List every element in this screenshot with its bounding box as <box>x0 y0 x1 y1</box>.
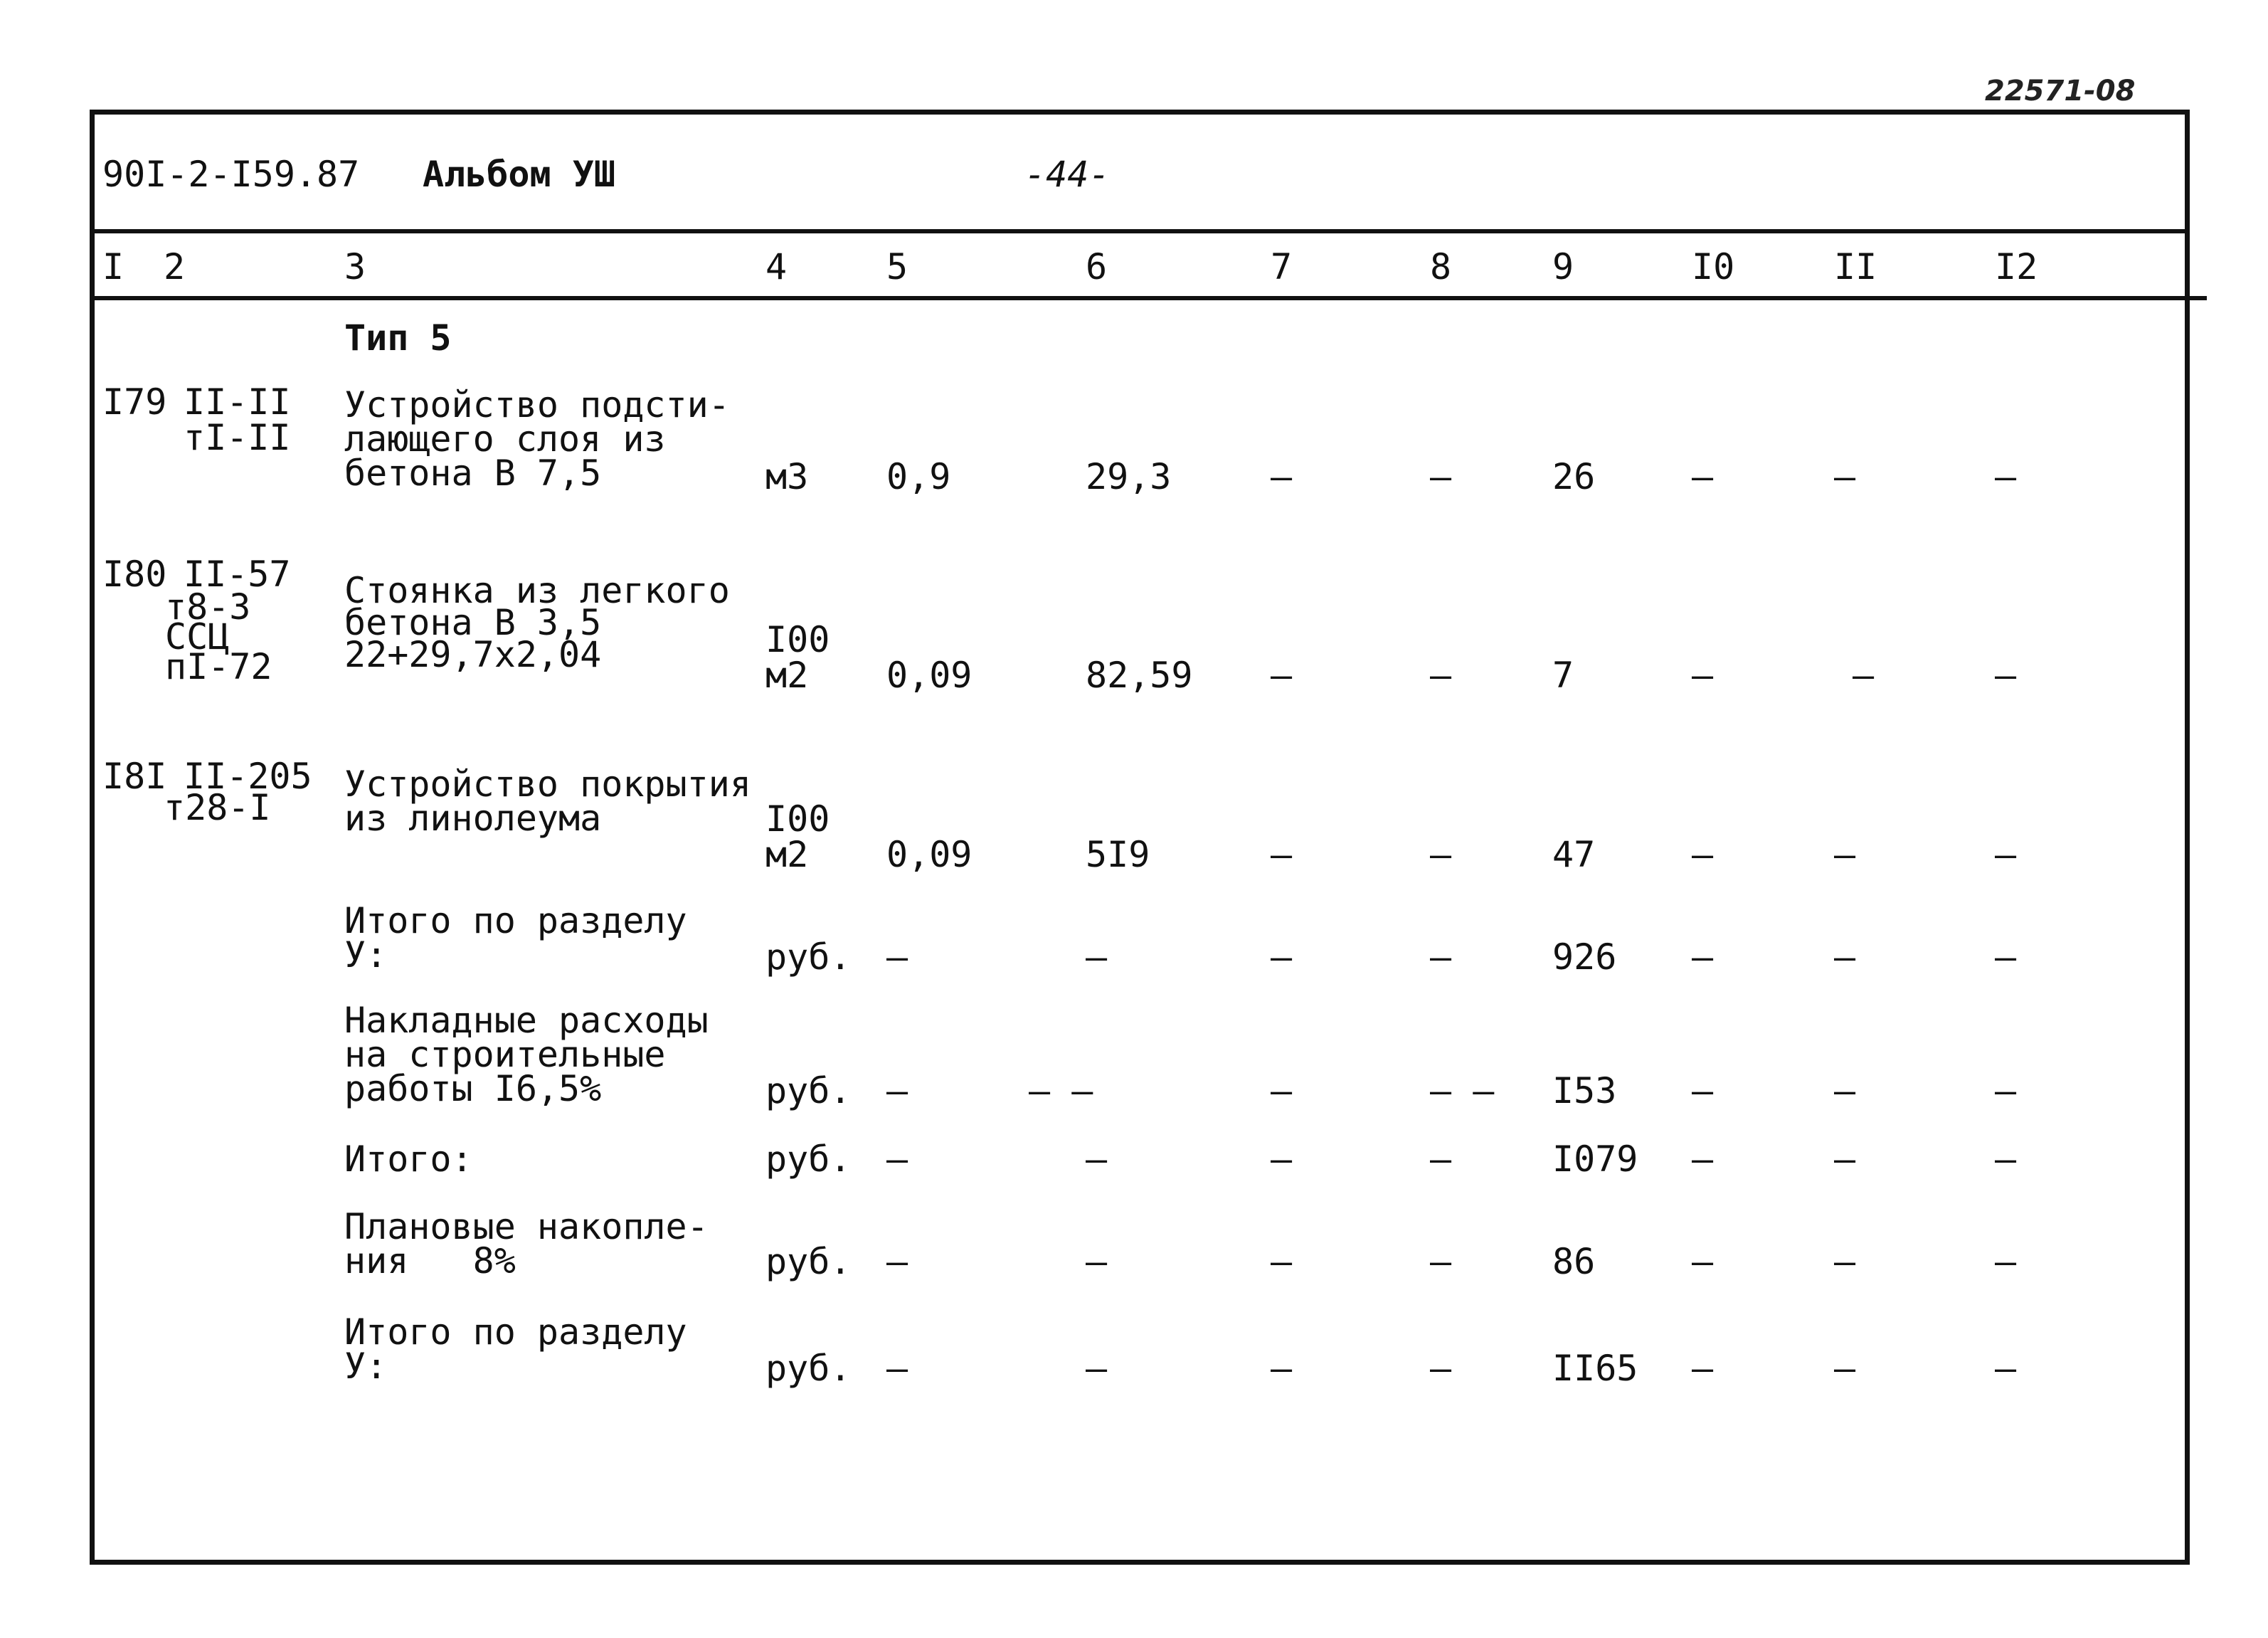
row-number: I80 <box>102 554 167 595</box>
cell-9: 47 <box>1552 834 1596 875</box>
col-header-12: I2 <box>1995 246 2038 287</box>
cell-10: – <box>1692 1070 1714 1111</box>
unit: м3 <box>765 456 809 497</box>
cell-11: – <box>1834 1138 1856 1180</box>
col-header-5: 5 <box>886 246 908 287</box>
album-label: Альбом УШ <box>423 154 615 195</box>
cell-7: – <box>1271 1241 1293 1282</box>
cell-11: – <box>1834 456 1856 497</box>
cell-10: – <box>1692 1241 1714 1282</box>
cell-12: – <box>1995 456 2017 497</box>
norm-code-sub: т8-3 ССЦ пI-72 <box>165 586 272 687</box>
work-description: Устройство покрытия из линолеума <box>344 763 751 839</box>
frame-right <box>2185 110 2190 1565</box>
unit: I00 м2 <box>765 619 830 696</box>
cell-12: – <box>1995 1241 2017 1282</box>
norm-code: II-57 <box>184 554 291 595</box>
cell-5: – <box>886 936 908 978</box>
cell-8: – <box>1430 1241 1452 1282</box>
col-header-11: II <box>1834 246 1877 287</box>
cell-7: – <box>1271 936 1293 978</box>
cell-11: – <box>1834 1348 1856 1389</box>
cell-8: – <box>1430 655 1452 696</box>
cell-9: 926 <box>1552 936 1617 978</box>
col-header-7: 7 <box>1271 246 1293 287</box>
norm-code: II-II <box>184 381 291 423</box>
work-description: Итого по разделу У: <box>344 1311 687 1387</box>
cell-8: – <box>1430 1138 1452 1180</box>
document-code: 90I-2-I59.87 <box>102 154 360 195</box>
col-header-8: 8 <box>1430 246 1452 287</box>
unit: руб. <box>765 1070 852 1111</box>
cell-12: – <box>1995 1138 2017 1180</box>
cell-12: – <box>1995 1348 2017 1389</box>
unit: руб. <box>765 1138 852 1180</box>
cell-10: – <box>1692 1138 1714 1180</box>
cell-7: – <box>1271 456 1293 497</box>
archive-stamp: 22571-08 <box>1985 75 2136 107</box>
cell-5: 0,09 <box>886 834 973 875</box>
cell-9: 26 <box>1552 456 1596 497</box>
section-title: Тип 5 <box>344 317 452 359</box>
cell-6: 82,59 <box>1086 655 1193 696</box>
unit: I00 м2 <box>765 798 830 875</box>
work-description: Накладные расходы на строительные работы I6,5% <box>344 1000 709 1109</box>
col-header-10: I0 <box>1692 246 1735 287</box>
cell-10: – <box>1692 655 1714 696</box>
page-number: -44- <box>1024 154 1111 195</box>
row-number: I79 <box>102 381 167 423</box>
cell-9: II65 <box>1552 1348 1638 1389</box>
cell-8: – <box>1430 834 1452 875</box>
cell-6: – <box>1086 1138 1108 1180</box>
cell-8: – <box>1430 936 1452 978</box>
cell-6: 29,3 <box>1086 456 1172 497</box>
column-header-divider <box>90 296 2207 300</box>
norm-code: II-205 <box>184 756 312 797</box>
cell-12: – <box>1995 655 2017 696</box>
cell-10: – <box>1692 456 1714 497</box>
col-header-4: 4 <box>765 246 788 287</box>
frame-top <box>90 110 2190 115</box>
frame-left <box>90 110 95 1565</box>
cell-9: I53 <box>1552 1070 1617 1111</box>
cell-10: – <box>1692 936 1714 978</box>
col-header-3: 3 <box>344 246 366 287</box>
cell-9: I079 <box>1552 1138 1638 1180</box>
cell-5: – <box>886 1348 908 1389</box>
col-header-1: I <box>102 246 124 287</box>
cell-8: – <box>1430 1348 1452 1389</box>
cell-6: – – <box>1029 1070 1093 1111</box>
cell-11: – <box>1834 834 1856 875</box>
cell-10: – <box>1692 1348 1714 1389</box>
work-description: Стоянка из легкого бетона В 3,5 22+29,7х2,04 <box>344 570 730 675</box>
cell-8: – <box>1430 456 1452 497</box>
cell-11: – <box>1853 655 1875 696</box>
work-description: Итого по разделу У: <box>344 900 687 976</box>
cell-11: – <box>1834 1070 1856 1111</box>
cell-5: – <box>886 1070 908 1111</box>
work-description: Итого: <box>344 1138 473 1180</box>
work-description: Плановые накопле- ния 8% <box>344 1206 709 1282</box>
col-header-9: 9 <box>1552 246 1574 287</box>
cell-7: – <box>1271 1070 1293 1111</box>
cell-5: – <box>886 1138 908 1180</box>
cell-7: – <box>1271 834 1293 875</box>
unit: руб. <box>765 1348 852 1389</box>
unit: руб. <box>765 1241 852 1282</box>
cell-5: 0,09 <box>886 655 973 696</box>
header-divider <box>90 229 2190 233</box>
unit: руб. <box>765 936 852 978</box>
cell-6: – <box>1086 1348 1108 1389</box>
col-header-2: 2 <box>164 246 186 287</box>
cell-11: – <box>1834 1241 1856 1282</box>
cell-7: – <box>1271 1138 1293 1180</box>
cell-10: – <box>1692 834 1714 875</box>
cell-9: 7 <box>1552 655 1574 696</box>
col-header-6: 6 <box>1086 246 1108 287</box>
cell-8: – – <box>1430 1070 1495 1111</box>
cell-6: 5I9 <box>1086 834 1150 875</box>
work-description: Устройство подсти- лающего слоя из бетона В 7,5 <box>344 384 730 494</box>
cell-7: – <box>1271 1348 1293 1389</box>
frame-bottom <box>90 1560 2190 1565</box>
cell-5: – <box>886 1241 908 1282</box>
row-number: I8I <box>102 756 167 797</box>
cell-12: – <box>1995 834 2017 875</box>
cell-9: 86 <box>1552 1241 1596 1282</box>
cell-12: – <box>1995 936 2017 978</box>
cell-12: – <box>1995 1070 2017 1111</box>
cell-11: – <box>1834 936 1856 978</box>
cell-6: – <box>1086 1241 1108 1282</box>
norm-code-sub: т28-I <box>164 787 271 828</box>
cell-5: 0,9 <box>886 456 951 497</box>
cell-6: – <box>1086 936 1108 978</box>
norm-code-sub: тI-II <box>184 417 291 458</box>
cell-7: – <box>1271 655 1293 696</box>
